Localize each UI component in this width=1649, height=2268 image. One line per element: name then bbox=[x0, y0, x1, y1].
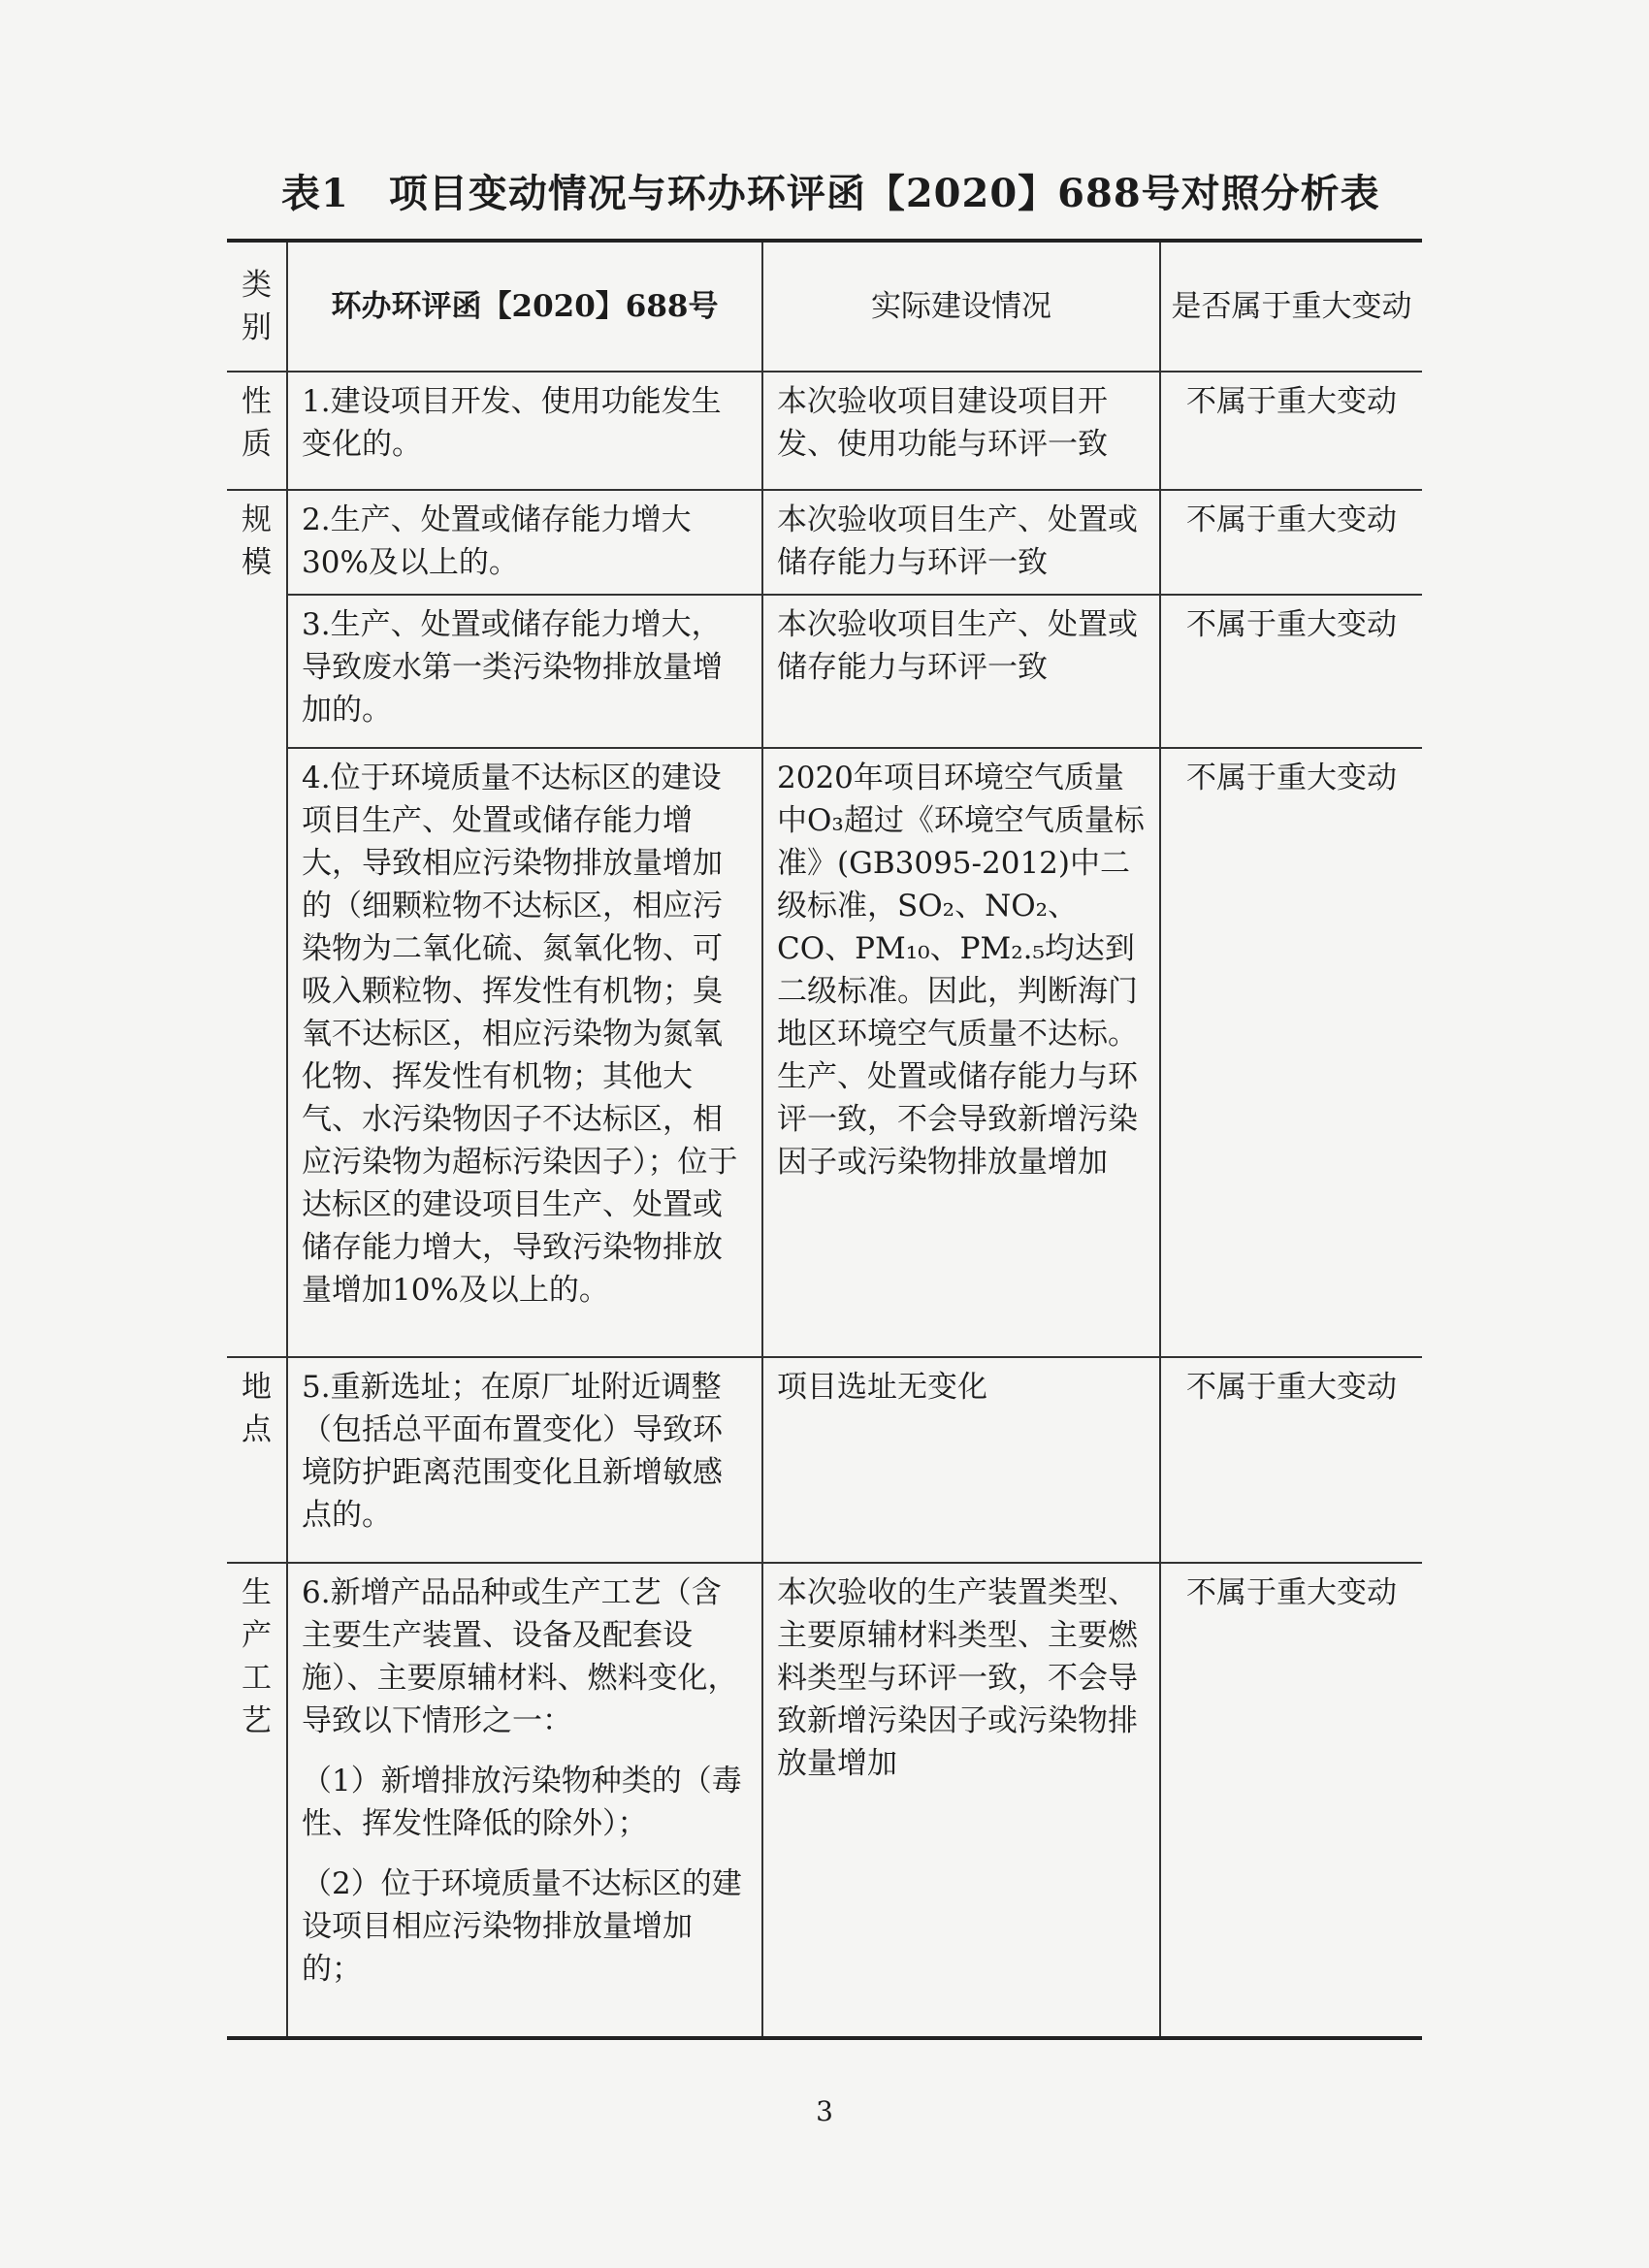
table-header-row bbox=[227, 241, 1422, 372]
requirement-text: 2.生产、处置或储存能力增大30%及以上的。 bbox=[302, 502, 692, 580]
requirement-cell bbox=[287, 372, 762, 490]
requirement-cell bbox=[287, 748, 762, 1357]
header-judgment: 是否属于重大变动 bbox=[1160, 241, 1422, 372]
actual-cell: 2020年项目环境空气质量中O₃超过《环境空气质量标准》(GB3095-2012)中二级标准，SO₂、NO₂、CO、PM₁₀、PM₂.₅均达到二级标准。因此，判断海门地区环境空气质量不达标。生产、处置或储存能力与环评一致，不会导致新增污染因子或污染物排放量增加 bbox=[762, 748, 1160, 1357]
judgment-cell: 不属于重大变动 bbox=[1160, 490, 1422, 595]
actual-cell: 项目选址无变化 bbox=[762, 1357, 1160, 1563]
category-cell-nature: 性 质 bbox=[227, 372, 287, 490]
table-row bbox=[227, 1357, 1422, 1563]
header-actual: 实际建设情况 bbox=[762, 241, 1160, 372]
header-requirement: 环办环评函【2020】688号 bbox=[287, 241, 762, 372]
requirement-text: 5.重新选址；在原厂址附近调整（包括总平面布置变化）导致环境防护距离范围变化且新增敏感点的。 bbox=[302, 1370, 723, 1533]
requirement-cell bbox=[287, 595, 762, 748]
page-number: 3 bbox=[816, 2095, 833, 2127]
category-cell-scale: 规 模 bbox=[227, 490, 287, 1357]
actual-cell: 本次验收项目建设项目开发、使用功能与环评一致 bbox=[762, 372, 1160, 490]
requirement-text: 1.建设项目开发、使用功能发生变化的。 bbox=[302, 384, 722, 462]
table-row bbox=[227, 1563, 1422, 2038]
requirement-text: 3.生产、处置或储存能力增大，导致废水第一类污染物排放量增加的。 bbox=[302, 607, 723, 728]
requirement-cell bbox=[287, 1357, 762, 1563]
judgment-cell: 不属于重大变动 bbox=[1160, 1563, 1422, 2038]
requirement-cell bbox=[287, 490, 762, 595]
actual-cell: 本次验收的生产装置类型、主要原辅材料类型、主要燃料类型与环评一致，不会导致新增污染因子或污染物排放量增加 bbox=[762, 1563, 1160, 2038]
category-cell-location: 地 点 bbox=[227, 1357, 287, 1563]
table-row bbox=[227, 748, 1422, 1357]
table-row bbox=[227, 490, 1422, 595]
requirement-cell bbox=[287, 1563, 762, 2038]
actual-cell: 本次验收项目生产、处置或储存能力与环评一致 bbox=[762, 490, 1160, 595]
judgment-cell: 不属于重大变动 bbox=[1160, 1357, 1422, 1563]
actual-cell: 本次验收项目生产、处置或储存能力与环评一致 bbox=[762, 595, 1160, 748]
requirement-subitem-2: （2）位于环境质量不达标区的建设项目相应污染物排放量增加的； bbox=[302, 1866, 742, 1987]
judgment-cell: 不属于重大变动 bbox=[1160, 372, 1422, 490]
comparison-table bbox=[227, 239, 1422, 2040]
requirement-text: 4.位于环境质量不达标区的建设项目生产、处置或储存能力增大，导致相应污染物排放量增加的（细颗粒物不达标区，相应污染物为二氧化硫、氮氧化物、可吸入颗粒物、挥发性有机物；臭氧不达标区，相应污染物为氮氧化物、挥发性有机物；其他大气、水污染物因子不达标区，相应污染物为超标污染因子）；位于达标区的建设项目生产、处置或储存能力增大，导致污染物排放量增加10%及以上的。 bbox=[302, 761, 738, 1308]
header-category: 类别 bbox=[227, 241, 287, 372]
table-row bbox=[227, 595, 1422, 748]
judgment-cell: 不属于重大变动 bbox=[1160, 748, 1422, 1357]
table-row bbox=[227, 372, 1422, 490]
category-cell-process: 生 产 工 艺 bbox=[227, 1563, 287, 2038]
page-title: 表1 项目变动情况与环办环评函【2020】688号对照分析表 bbox=[281, 171, 1380, 216]
judgment-cell: 不属于重大变动 bbox=[1160, 595, 1422, 748]
requirement-subitem-1: （1）新增排放污染物种类的（毒性、挥发性降低的除外）； bbox=[302, 1764, 742, 1841]
requirement-text: 6.新增产品品种或生产工艺（含主要生产装置、设备及配套设施）、主要原辅材料、燃料变化，导致以下情形之一： bbox=[302, 1575, 738, 1738]
